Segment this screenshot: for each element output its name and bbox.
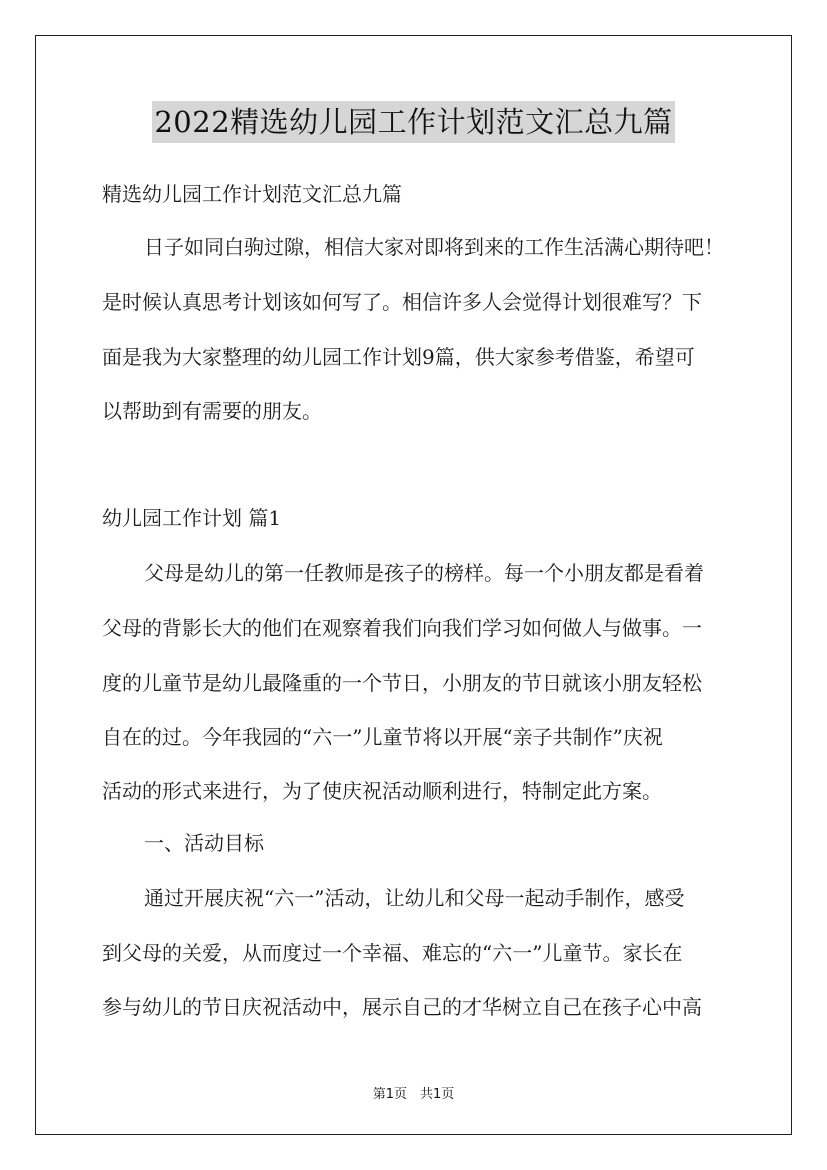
sub-heading: 一、活动目标 — [144, 831, 264, 855]
para1-line-2: 父母的背影长大的他们在观察着我们向我们学习如何做人与做事。一 — [102, 616, 702, 640]
para2-line-3: 参与幼儿的节日庆祝活动中，展示自己的才华树立自己在孩子心中高 — [102, 995, 702, 1019]
page-footer: 第1页 共1页 — [372, 1087, 455, 1102]
intro-line-4: 以帮助到有需要的朋友。 — [102, 399, 322, 423]
intro-line-3: 面是我为大家整理的幼儿园工作计划9篇，供大家参考借鉴，希望可 — [102, 345, 695, 369]
document-title: 2022精选幼儿园工作计划范文汇总九篇 — [152, 101, 674, 143]
para1-line-1: 父母是幼儿的第一任教师是孩子的榜样。每一个小朋友都是看着 — [144, 561, 704, 585]
para2-line-1: 通过开展庆祝“六一”活动，让幼儿和父母一起动手制作，感受 — [144, 886, 685, 910]
para2-line-2: 到父母的关爱，从而度过一个幸福、难忘的“六一”儿童节。家长在 — [102, 941, 683, 965]
intro-line-1: 日子如同白驹过隙，相信大家对即将到来的工作生活满心期待吧！ — [144, 235, 724, 259]
para1-line-5: 活动的形式来进行，为了使庆祝活动顺利进行，特制定此方案。 — [102, 779, 662, 803]
intro-line-2: 是时候认真思考计划该如何写了。相信许多人会觉得计划很难写？下 — [102, 290, 702, 314]
section-heading: 幼儿园工作计划 篇1 — [102, 506, 282, 530]
para1-line-3: 度的儿童节是幼儿最隆重的一个节日，小朋友的节日就该小朋友轻松 — [102, 671, 702, 695]
title-container — [0, 101, 827, 143]
document-subtitle: 精选幼儿园工作计划范文汇总九篇 — [102, 182, 402, 206]
para1-line-4: 自在的过。今年我园的“六一”儿童节将以开展“亲子共制作”庆祝 — [102, 725, 663, 749]
